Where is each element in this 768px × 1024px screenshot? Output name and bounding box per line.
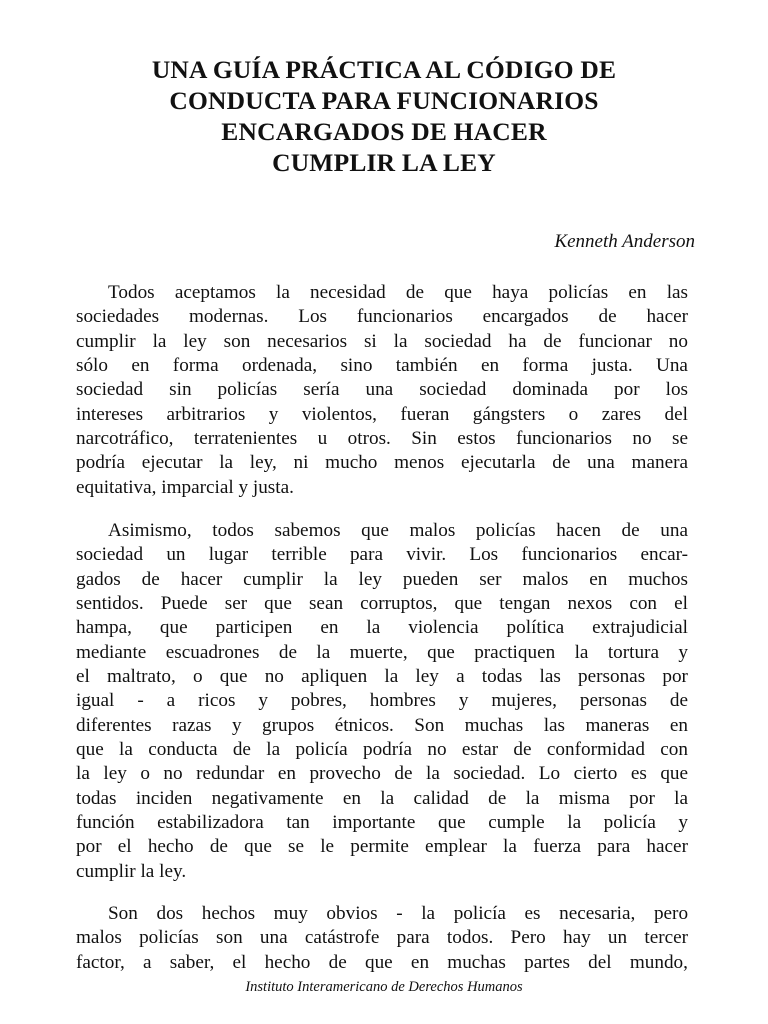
title-line: ENCARGADOS DE HACER [221, 117, 547, 146]
text-line: sólo en forma ordenada, sino también en forma justa. Una [76, 355, 688, 377]
text-line: sociedades modernas. Los funcionarios encargados de hacer [76, 306, 688, 328]
text-line: mediante escuadrones de la muerte, que practiquen la tortura y [76, 641, 688, 663]
paragraph-1 [76, 281, 688, 500]
title-line: CONDUCTA PARA FUNCIONARIOS [169, 86, 599, 115]
text-line: por el hecho de que se le permite emplear la fuerza para hacer [76, 836, 688, 858]
text-line: que la conducta de la policía podría no estar de conformidad con [76, 739, 688, 761]
paragraph-2 [76, 519, 688, 884]
document-title [60, 54, 708, 178]
text-line: la ley o no redundar en provecho de la sociedad. Lo cierto es que [76, 763, 689, 785]
text-line: factor, a saber, el hecho de que en muchas partes del mundo, [76, 951, 688, 973]
title-line: UNA GUÍA PRÁCTICA AL CÓDIGO DE [151, 55, 617, 84]
text-line: malos policías son una catástrofe para todos. Pero hay un tercer [76, 927, 689, 949]
text-line: sentidos. Puede ser que sean corruptos, que tengan nexos con el [76, 593, 688, 615]
text-line: podría ejecutar la ley, ni mucho menos ejecutarla de una manera [76, 452, 689, 474]
text-line: todas inciden negativamente en la calidad de la misma por la [76, 787, 689, 809]
text-line: equitativa, imparcial y justa. [76, 476, 294, 498]
text-line: narcotráfico, terratenientes u otros. Sin estos funcionarios no se [76, 428, 688, 450]
text-line: intereses arbitrarios y violentos, fueran gángsters o zares del [76, 403, 688, 425]
text-line: gados de hacer cumplir la ley pueden ser malos en muchos [76, 568, 688, 590]
text-line: sociedad sin policías sería una sociedad dominada por los [76, 379, 689, 401]
page-footer: Instituto Interamericano de Derechos Humanos [245, 979, 523, 995]
text-line: diferentes razas y grupos étnicos. Son muchas las maneras en [76, 714, 688, 736]
text-line: Son dos hechos muy obvios - la policía es necesaria, pero [108, 903, 689, 924]
text-line: igual - a ricos y pobres, hombres y mujeres, personas de [76, 690, 689, 712]
author-name: Kenneth Anderson [554, 231, 695, 252]
text-line: Asimismo, todos sabemos que malos policías hacen de una [108, 520, 688, 541]
text-line: cumplir la ley. [76, 860, 187, 882]
text-line: Todos aceptamos la necesidad de que haya policías en las [108, 282, 689, 303]
text-line: cumplir la ley son necesarios si la sociedad ha de funcionar no [76, 330, 688, 352]
text-line: función estabilizadora tan importante que cumple la policía y [76, 812, 689, 834]
paragraph-3 [76, 902, 688, 975]
text-line: el maltrato, o que no apliquen la ley a todas las personas por [76, 666, 688, 688]
text-line: hampa, que participen en la violencia política extrajudicial [76, 617, 688, 639]
title-line: CUMPLIR LA LEY [272, 148, 496, 177]
text-line: sociedad un lugar terrible para vivir. Los funcionarios encar- [76, 544, 689, 566]
